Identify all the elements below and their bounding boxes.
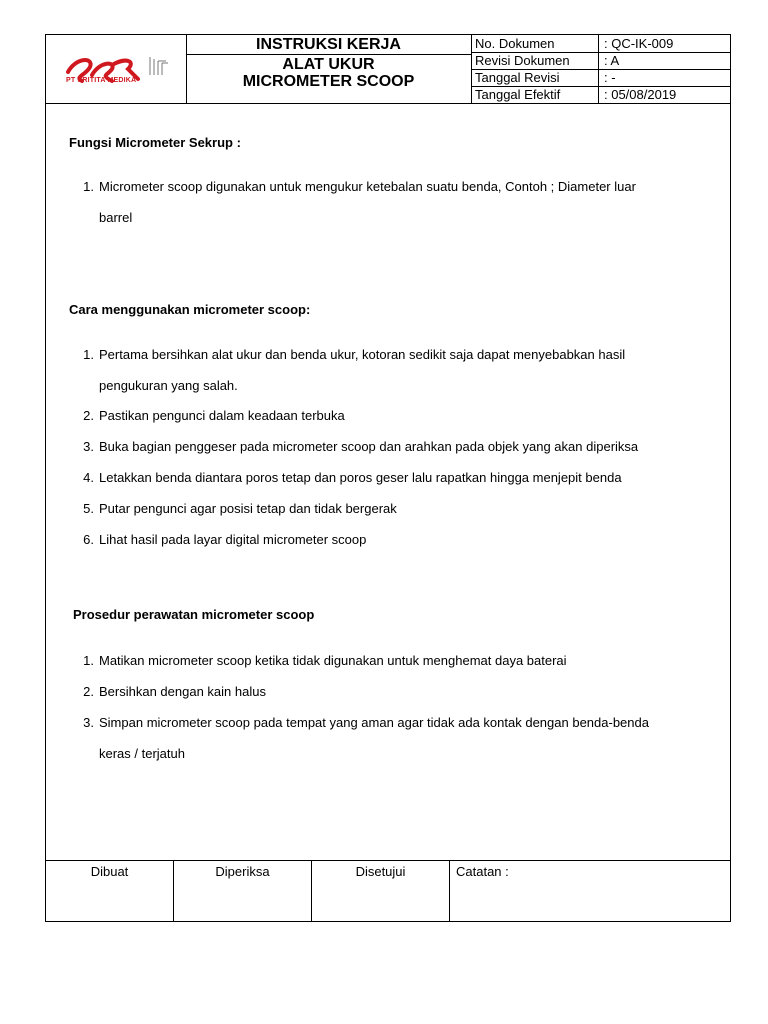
signature-cell-checked xyxy=(174,861,312,922)
meta-row-doc-number xyxy=(471,35,730,53)
list-item-text: Matikan micrometer scoop ketika tidak digunakan untuk menghemat daya baterai xyxy=(99,653,567,668)
section-heading-function: Fungsi Micrometer Sekrup : xyxy=(69,135,241,150)
meta-value: : 05/08/2019 xyxy=(604,87,677,102)
signature-table xyxy=(46,860,730,922)
list-item-text: Putar pengunci agar posisi tetap dan tidak bergerak xyxy=(99,501,397,516)
meta-value: : A xyxy=(604,53,620,68)
company-name: PT SRITITA MEDIKA xyxy=(66,77,137,84)
list-item-text: Lihat hasil pada layar digital micrometer scoop xyxy=(99,532,367,547)
meta-value: : - xyxy=(604,70,616,85)
list-item-number: 5. xyxy=(83,501,94,516)
list-item-line: Pertama bersihkan alat ukur dan benda ukur, kotoran sedikit saja dapat menyebabkan hasil xyxy=(99,347,626,362)
list-item-number: 1. xyxy=(83,653,94,668)
document-header xyxy=(46,35,730,104)
signature-cell-made xyxy=(46,861,174,922)
list-item-line: keras / terjatuh xyxy=(99,746,185,761)
meta-key: Revisi Dokumen xyxy=(471,52,599,69)
list-item-text: Bersihkan dengan kain halus xyxy=(99,684,266,699)
sritita-logo-icon xyxy=(46,35,186,103)
signature-label: Disetujui xyxy=(355,864,406,879)
section-heading-maintenance: Prosedur perawatan micrometer scoop xyxy=(73,607,315,622)
meta-key: Tanggal Revisi xyxy=(471,69,599,86)
title-block xyxy=(186,35,472,103)
list-item-number: 2. xyxy=(83,408,94,423)
company-logo xyxy=(46,35,187,103)
list-item-number: 1. xyxy=(83,347,94,362)
list-item-number: 4. xyxy=(83,470,94,485)
meta-row-revision-date xyxy=(471,69,730,87)
list-item-number: 3. xyxy=(83,439,94,454)
list-item-line: Simpan micrometer scoop pada tempat yang aman agar tidak ada kontak dengan benda-benda xyxy=(99,715,649,730)
document-subject-title xyxy=(186,56,471,90)
list-item-number: 6. xyxy=(83,532,94,547)
list-item-text xyxy=(99,171,714,233)
title-line-3: MICROMETER SCOOP xyxy=(242,73,415,90)
list-item-number: 2. xyxy=(83,684,94,699)
document-frame xyxy=(45,34,731,922)
meta-row-effective-date xyxy=(471,86,730,103)
list-item-line: Micrometer scoop digunakan untuk mengukur ketebalan suatu benda, Contoh ; Diameter luar xyxy=(99,179,636,194)
meta-value: : QC-IK-009 xyxy=(604,36,674,51)
document-type-title: INSTRUKSI KERJA xyxy=(186,35,471,55)
list-item-text xyxy=(99,339,714,401)
meta-key: Tanggal Efektif xyxy=(471,86,599,103)
list-item-line: barrel xyxy=(99,210,133,225)
signature-label: Dibuat xyxy=(90,864,129,879)
signature-cell-approved xyxy=(312,861,450,922)
meta-row-revision xyxy=(471,52,730,70)
list-item-number: 3. xyxy=(83,715,94,730)
title-line-2: ALAT UKUR xyxy=(282,56,375,73)
notes-label: Catatan : xyxy=(456,864,509,879)
list-item-text xyxy=(99,707,714,769)
document-meta-table xyxy=(471,35,730,103)
signature-label: Diperiksa xyxy=(215,864,270,879)
section-heading-usage: Cara menggunakan micrometer scoop: xyxy=(69,302,311,317)
list-item-text: Letakkan benda diantara poros tetap dan poros geser lalu rapatkan hingga menjepit benda xyxy=(99,470,622,485)
notes-cell xyxy=(450,861,730,922)
list-item-line: pengukuran yang salah. xyxy=(99,378,238,393)
list-item-text: Pastikan pengunci dalam keadaan terbuka xyxy=(99,408,345,423)
meta-key: No. Dokumen xyxy=(471,35,599,52)
list-item-number: 1. xyxy=(83,179,94,194)
list-item-text: Buka bagian penggeser pada micrometer scoop dan arahkan pada objek yang akan diperiksa xyxy=(99,439,639,454)
